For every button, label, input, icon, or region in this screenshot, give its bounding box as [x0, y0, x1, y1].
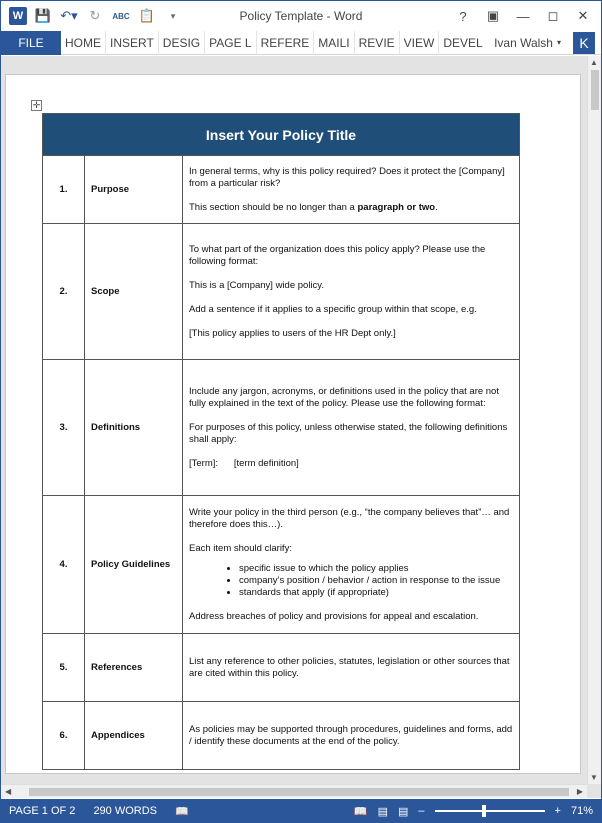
row-label[interactable]: Policy Guidelines	[85, 496, 183, 634]
user-account[interactable]	[494, 32, 601, 54]
status-bar	[1, 799, 601, 823]
row-description[interactable]	[183, 156, 520, 224]
proofing-icon[interactable]: 📖	[175, 805, 189, 818]
row-label[interactable]: References	[85, 634, 183, 702]
tab-developer[interactable]: DEVEL	[443, 35, 483, 50]
description-text: To what part of the organization does this policy apply? Please use the following format:	[189, 243, 486, 267]
view-and-zoom-controls	[354, 805, 601, 818]
policy-table	[42, 113, 520, 770]
zoom-out-icon[interactable]: –	[418, 805, 425, 817]
description-text: This is a [Company] wide policy.	[189, 279, 324, 291]
maximize-button[interactable]: ◻	[547, 8, 559, 23]
row-description[interactable]	[183, 224, 520, 360]
window-title: Policy Template - Word	[239, 9, 363, 23]
row-label[interactable]: Purpose	[85, 156, 183, 224]
row-label[interactable]: Appendices	[85, 702, 183, 770]
document-area	[1, 56, 601, 798]
close-button[interactable]: ✕	[577, 8, 589, 23]
list-item: • specific issue to which the policy applies	[239, 563, 513, 575]
user-avatar[interactable]: K	[573, 32, 595, 54]
ribbon-display-options-icon[interactable]: ▣	[486, 8, 500, 23]
description-text: This section should be no longer than a paragraph or two.	[189, 201, 438, 213]
table-row	[43, 702, 520, 770]
tab-view[interactable]: VIEW	[400, 31, 440, 55]
spelling-check-icon[interactable]: ABC	[112, 11, 130, 21]
tab-home[interactable]: HOME	[61, 31, 106, 55]
tab-references[interactable]: REFERE	[257, 31, 315, 55]
description-text: Include any jargon, acronyms, or definitions used in the policy that are not fully explained in the text of the policy. Please use the following format:	[189, 385, 499, 409]
row-number[interactable]: 2.	[43, 224, 85, 360]
zoom-level[interactable]: 71%	[570, 805, 593, 817]
description-text: [Term]: [term definition]	[189, 457, 299, 469]
description-text: In general terms, why is this policy required? Does it protect the [Company] from a particular risk?	[189, 165, 505, 189]
policy-title[interactable]: Insert Your Policy Title	[43, 114, 520, 156]
row-description[interactable]	[183, 360, 520, 496]
row-description[interactable]	[183, 702, 520, 770]
list-item: • company’s position / behavior / action in response to the issue	[239, 575, 513, 587]
description-text: [This policy applies to users of the HR Dept only.]	[189, 327, 396, 339]
vertical-scrollbar[interactable]	[587, 56, 601, 784]
ribbon-tabs	[1, 31, 601, 55]
clipboard-icon[interactable]: 📋	[138, 8, 156, 23]
save-icon[interactable]: 💾	[34, 8, 52, 23]
web-layout-icon[interactable]: ▤	[398, 805, 409, 818]
tab-review[interactable]: REVIE	[355, 31, 400, 55]
table-row	[43, 634, 520, 702]
title-bar	[1, 1, 601, 31]
word-app-icon[interactable]: W	[9, 7, 27, 25]
redo-icon[interactable]: ↻	[89, 8, 101, 23]
description-text: Address breaches of policy and provisions for appeal and escalation.	[189, 610, 479, 622]
vertical-scroll-thumb[interactable]	[591, 70, 599, 110]
tab-design[interactable]: DESIG	[159, 31, 205, 55]
row-number[interactable]: 5.	[43, 634, 85, 702]
table-row	[43, 496, 520, 634]
minimize-button[interactable]: —	[516, 8, 530, 24]
tab-insert[interactable]: INSERT	[106, 31, 159, 55]
customize-qat-icon[interactable]: ▾	[170, 10, 176, 21]
description-text: As policies may be supported through procedures, guidelines and forms, add / identify these documents at the end of the policy.	[189, 723, 513, 747]
scroll-left-icon[interactable]: ◀	[5, 787, 12, 796]
read-mode-icon[interactable]: 📖	[353, 805, 368, 818]
zoom-in-icon[interactable]: +	[554, 805, 561, 817]
quick-access-toolbar	[1, 6, 183, 26]
window-controls	[449, 5, 597, 27]
horizontal-scrollbar[interactable]	[1, 784, 587, 798]
user-name: Ivan Walsh	[494, 35, 553, 50]
row-number[interactable]: 1.	[43, 156, 85, 224]
row-description[interactable]	[183, 634, 520, 702]
scroll-down-icon[interactable]: ▼	[590, 773, 598, 782]
scroll-right-icon[interactable]: ▶	[576, 787, 583, 796]
description-text: List any reference to other policies, statutes, legislation or other sources that are cited within this policy.	[189, 655, 510, 679]
table-row	[43, 224, 520, 360]
description-text: Each item should clarify:	[189, 542, 292, 554]
undo-icon[interactable]: ↶▾	[60, 8, 78, 23]
table-row	[43, 360, 520, 496]
description-text: Write your policy in the third person (e.g., “the company believes that”… and therefore does this…).	[189, 506, 510, 530]
tab-page-layout[interactable]: PAGE L	[205, 31, 256, 55]
row-label[interactable]: Definitions	[85, 360, 183, 496]
bullet-list	[239, 563, 513, 599]
table-move-handle-icon[interactable]: ✛	[32, 100, 41, 110]
scroll-up-icon[interactable]: ▲	[590, 58, 598, 67]
chevron-down-icon: ▾	[556, 38, 561, 47]
row-number[interactable]: 4.	[43, 496, 85, 634]
tab-file[interactable]: FILE	[1, 31, 61, 55]
help-button[interactable]: ?	[459, 8, 467, 24]
page-count[interactable]: PAGE 1 OF 2	[9, 805, 76, 817]
row-label[interactable]: Scope	[85, 224, 183, 360]
word-count[interactable]: 290 WORDS	[93, 805, 158, 817]
tab-mailings[interactable]: MAILI	[314, 31, 354, 55]
row-number[interactable]: 6.	[43, 702, 85, 770]
print-layout-icon[interactable]: ▤	[377, 805, 388, 818]
horizontal-scroll-thumb[interactable]	[29, 788, 569, 796]
zoom-slider[interactable]	[435, 810, 545, 812]
table-row	[43, 156, 520, 224]
row-number[interactable]: 3.	[43, 360, 85, 496]
zoom-slider-knob[interactable]	[482, 805, 486, 817]
description-text: Add a sentence if it applies to a specific group within that scope, e.g.	[189, 303, 477, 315]
document-page[interactable]	[5, 74, 581, 774]
list-item: • standards that apply (if appropriate)	[239, 587, 513, 599]
description-text: For purposes of this policy, unless otherwise stated, the following definitions shall apply:	[189, 421, 508, 445]
row-description[interactable]	[183, 496, 520, 634]
